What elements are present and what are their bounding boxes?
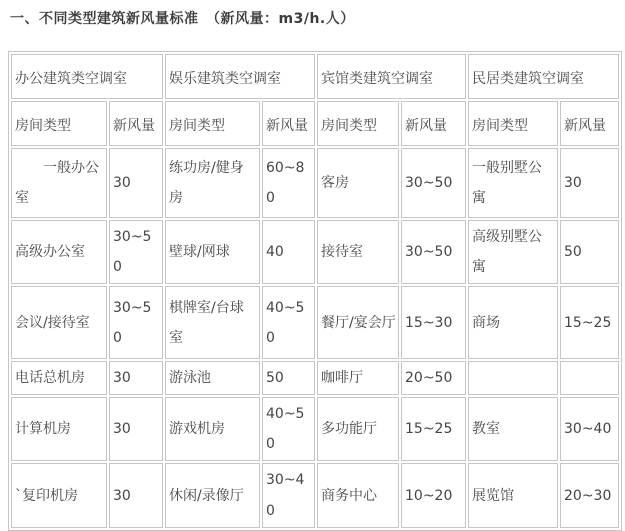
room-type-cell: `复印机房 [11,463,107,527]
air-volume-cell: 30~40 [262,463,315,527]
table-row [11,361,619,395]
group-header-office: 办公建筑类空调室 [11,54,163,99]
column-header-air-volume: 新风量 [560,101,619,146]
air-volume-cell: 30~50 [109,220,163,284]
table-row [11,397,619,461]
table-row [11,148,619,218]
column-header-air-volume: 新风量 [109,101,163,146]
air-volume-cell: 60~80 [262,148,315,218]
room-type-cell: 展览馆 [468,463,558,527]
room-type-cell: 壁球/网球 [165,220,260,284]
air-volume-cell: 40~50 [262,286,315,359]
air-volume-cell: 50 [560,220,619,284]
air-volume-cell: 30 [109,148,163,218]
room-type-cell: 高级别墅公寓 [468,220,558,284]
group-header-row [11,54,619,99]
room-type-cell: 商场 [468,286,558,359]
column-header-room-type: 房间类型 [468,101,558,146]
table-row [11,463,619,527]
air-volume-cell: 10~20 [401,463,466,527]
column-header-room-type: 房间类型 [165,101,260,146]
column-header-air-volume: 新风量 [262,101,315,146]
room-type-cell: 游戏机房 [165,397,260,461]
air-volume-cell: 15~30 [401,286,466,359]
fresh-air-standards-table [8,51,622,531]
air-volume-cell: 20~50 [401,361,466,395]
room-type-cell [468,361,558,395]
room-type-cell: 一般别墅公寓 [468,148,558,218]
sub-header-row [11,101,619,146]
page-title: 一、不同类型建筑新风量标准 （新风量：m3/h.人） [10,11,355,27]
room-type-cell: 会议/接待室 [11,286,107,359]
room-type-cell: 客房 [317,148,399,218]
room-type-cell: 练功房/健身房 [165,148,260,218]
air-volume-cell [560,361,619,395]
table-body [11,148,619,528]
room-type-cell: 计算机房 [11,397,107,461]
column-header-air-volume: 新风量 [401,101,466,146]
room-type-cell: 休闲/录像厅 [165,463,260,527]
air-volume-cell: 50 [262,361,315,395]
air-volume-cell: 15~25 [560,286,619,359]
air-volume-cell: 30~40 [560,397,619,461]
room-type-cell: 咖啡厅 [317,361,399,395]
table-row [11,220,619,284]
group-header-hotel: 宾馆类建筑空调室 [317,54,466,99]
page [0,8,625,519]
group-header-entertainment: 娱乐建筑类空调室 [165,54,315,99]
column-header-room-type: 房间类型 [317,101,399,146]
air-volume-cell: 30 [109,463,163,527]
air-volume-cell: 15~25 [401,397,466,461]
table-header [11,54,619,146]
room-type-cell: 接待室 [317,220,399,284]
air-volume-cell: 30~50 [401,148,466,218]
air-volume-cell: 40 [262,220,315,284]
room-type-cell: 教室 [468,397,558,461]
room-type-cell: 多功能厅 [317,397,399,461]
air-volume-cell: 30 [109,361,163,395]
group-header-residential: 民居类建筑空调室 [468,54,619,99]
column-header-room-type: 房间类型 [11,101,107,146]
room-type-cell: 游泳池 [165,361,260,395]
room-type-cell: 商务中心 [317,463,399,527]
air-volume-cell: 20~30 [560,463,619,527]
table-row [11,286,619,359]
air-volume-cell: 40~50 [262,397,315,461]
room-type-cell: 电话总机房 [11,361,107,395]
air-volume-cell: 30 [560,148,619,218]
air-volume-cell: 30 [109,397,163,461]
room-type-cell: 一般办公室 [11,148,107,218]
air-volume-cell: 30~50 [109,286,163,359]
air-volume-cell: 30~50 [401,220,466,284]
room-type-cell: 棋牌室/台球室 [165,286,260,359]
room-type-cell: 餐厅/宴会厅 [317,286,399,359]
room-type-cell: 高级办公室 [11,220,107,284]
